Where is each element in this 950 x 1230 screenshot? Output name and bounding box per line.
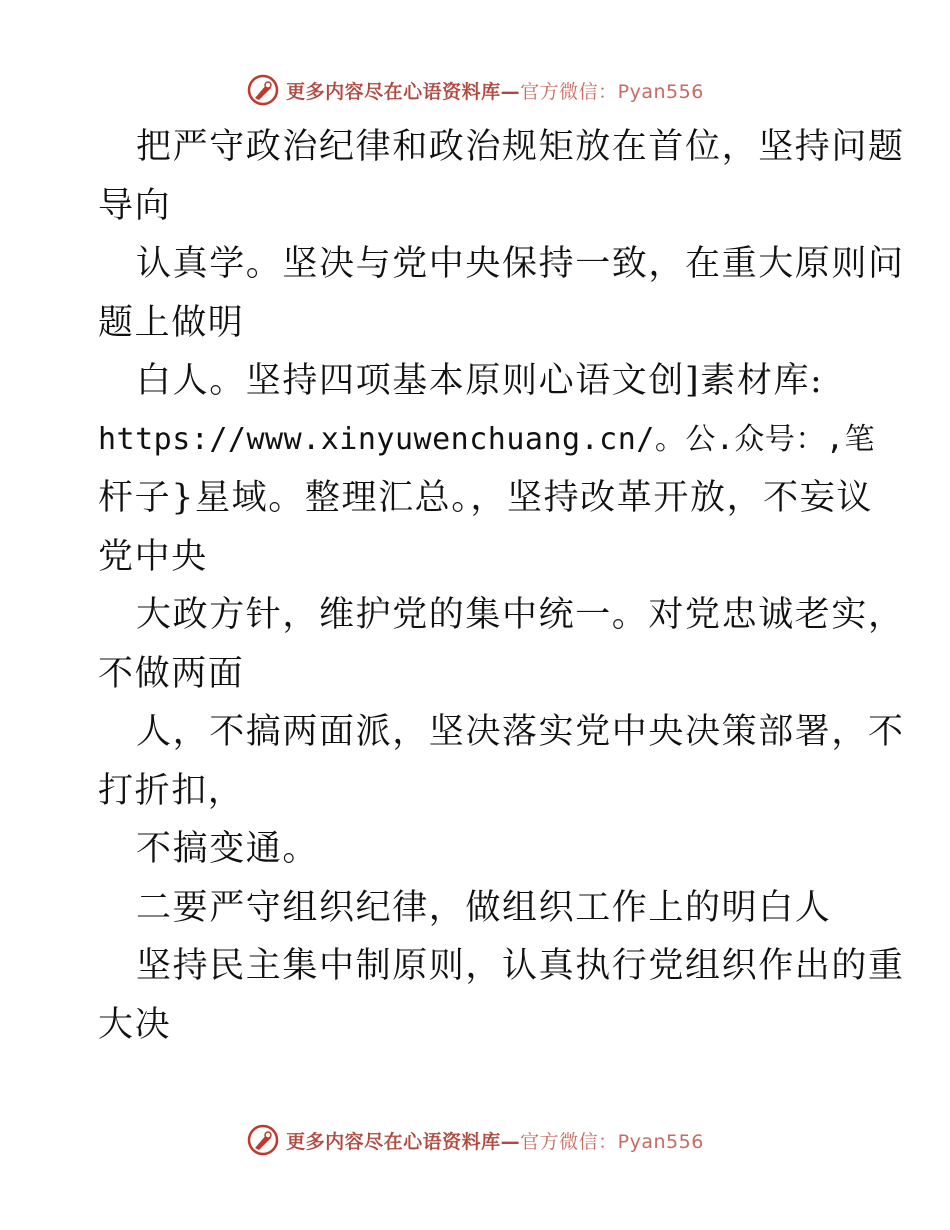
paragraph-line: 不做两面: [98, 653, 245, 694]
paragraph-line: 杆子}星域。整理汇总。，坚持改革开放，不妄议: [98, 478, 873, 518]
pen-logo-icon: [246, 1123, 280, 1157]
paragraph-line: 人，不搞两面派，坚决落实党中央决策部署，不: [136, 712, 905, 752]
paragraph-line: 坚持民主集中制原则，认真执行党组织作出的重: [136, 946, 905, 986]
paragraph-line: 大决: [98, 1004, 172, 1045]
paragraph-line: 不搞变通。: [136, 829, 320, 869]
paragraph-line-url: https://www.xinyuwenchuang.cn/。公.众号：,笔: [98, 421, 875, 457]
section-heading-line: 二要严守组织纪律，做组织工作上的明白人: [136, 887, 832, 928]
paragraph-line: 大政方针，维护党的集中统一。对党忠诚老实，: [136, 595, 905, 635]
header-banner-text: 更多内容尽在心语资料库—官方微信：Pyan556: [286, 80, 704, 103]
footer-banner: [0, 1122, 950, 1158]
pen-logo-icon: [246, 73, 280, 107]
paragraph-line: 打折扣，: [98, 770, 245, 811]
header-banner: [0, 72, 950, 108]
paragraph-line: 认真学。坚决与党中央保持一致，在重大原则问: [136, 244, 905, 284]
paragraph-line: 导向: [98, 185, 172, 226]
paragraph-line: 白人。坚持四项基本原则心语文创]素材库:: [136, 361, 824, 401]
paragraph-line: 题上做明: [98, 302, 245, 343]
footer-banner-text: 更多内容尽在心语资料库—官方微信：Pyan556: [286, 1130, 704, 1153]
paragraph-line: 把严守政治纪律和政治规矩放在首位，坚持问题: [136, 127, 905, 167]
document-body: [98, 118, 905, 1054]
paragraph-line: 党中央: [98, 536, 208, 577]
